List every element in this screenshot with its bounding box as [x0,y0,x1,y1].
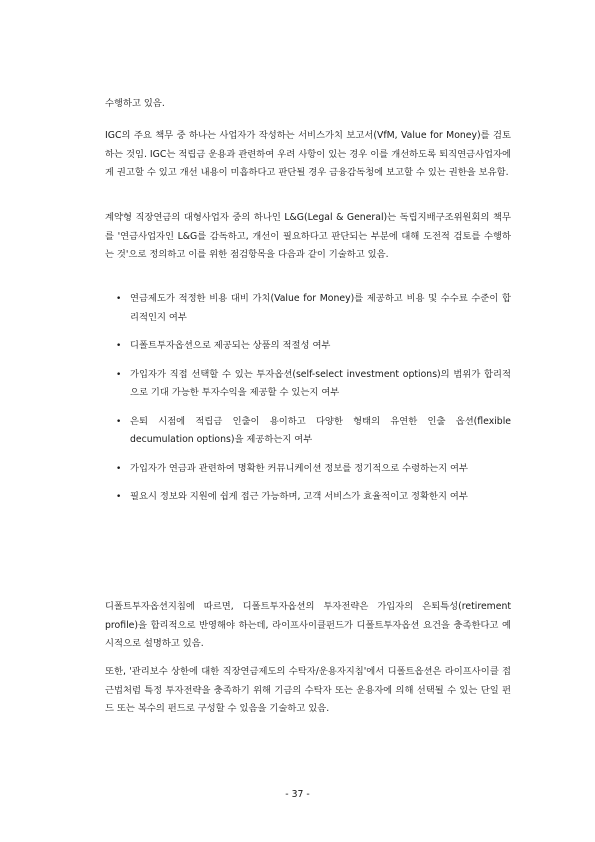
bullet-text: 연금제도가 적정한 비용 대비 가치(Value for Money)를 제공하고 비용 및 수수료 수준이 합리적인지 여부 [130,293,511,323]
bullet-item [105,337,511,356]
bullet-text: 가입자가 연금과 관련하여 명확한 커뮤니케이션 정보를 정기적으로 수령하는지 여부 [130,462,468,474]
bullet-item [105,460,511,479]
bullet-text: 가입자가 직접 선택할 수 있는 투자옵션(self-select investment options)의 범위가 합리적으로 기대 가능한 투자수익을 제공할 수 있는지 여부 [130,368,511,398]
paragraph-igc-duties: IGC의 주요 책무 중 하나는 사업자가 작성하는 서비스가치 보고서(VfM, Value for Money)를 검토하는 것임. IGC는 적립금 운용과 관련하여 우려 사항이 있는 경우 이를 개선하도록 퇴직연금사업자에게 권고할 수 있고 개선 내용이 미흡하다고 판단될 경우 금융감독청에 보고할 수 있는 권한을 보유함. [105,130,511,178]
bullet-text: 디폴트투자옵션으로 제공되는 상품의 적절성 여부 [130,340,331,351]
bullet-text: 은퇴 시점에 적립금 인출이 용이하고 다양한 형태의 유연한 인출 옵션(flexible decumulation options)을 제공하는지 여부 [130,415,511,445]
bullet-item [105,488,511,507]
bullet-marker: • [116,463,122,474]
bullet-marker: • [116,369,122,380]
bullet-item [105,290,511,327]
paragraph-continuation: 수행하고 있음. [105,98,165,109]
page-number: - 37 - [285,789,310,800]
paragraph-default-option-guideline: 디폴트투자옵션지침에 따르면, 디폴트투자옵션의 투자전략은 가입자의 은퇴특성(retirement profile)을 합리적으로 반영해야 하는데, 라이프사이클펀드가 디폴트투자옵션 요건을 충족한다고 예시적으로 설명하고 있음. [105,601,511,649]
bullet-marker: • [116,416,122,427]
bullet-marker: • [116,341,122,351]
bullet-item [105,413,511,450]
checklist-bullets [105,290,511,517]
bullet-marker: • [116,294,122,304]
bullet-item [105,366,511,403]
bullet-marker: • [116,492,122,502]
paragraph-lg-definition: 계약형 직장연금의 대형사업자 중의 하나인 L&G(Legal & General)는 독립지배구조위원회의 책무를 '연금사업자인 L&G를 감독하고, 개선이 필요하다고 판단되는 부분에 대해 도전적 검토를 수행하는 것'으로 정의하고 이를 위한 점검항목을 다음과 같이 기술하고 있음. [105,212,511,260]
bullet-text: 필요시 정보와 지원에 쉽게 접근 가능하며, 고객 서비스가 효율적이고 정확한지 여부 [130,491,468,502]
paragraph-fee-cap-guideline: 또한, '관리보수 상한에 대한 직장연금제도의 수탁자/운용자지침'에서 디폴트옵션은 라이프사이클 접근법처럼 특정 투자전략을 충족하기 위해 기금의 수탁자 또는 운용자에 의해 선택될 수 있는 단일 펀드 또는 복수의 펀드로 구성할 수 있음을 기술하고 있음. [105,666,511,714]
